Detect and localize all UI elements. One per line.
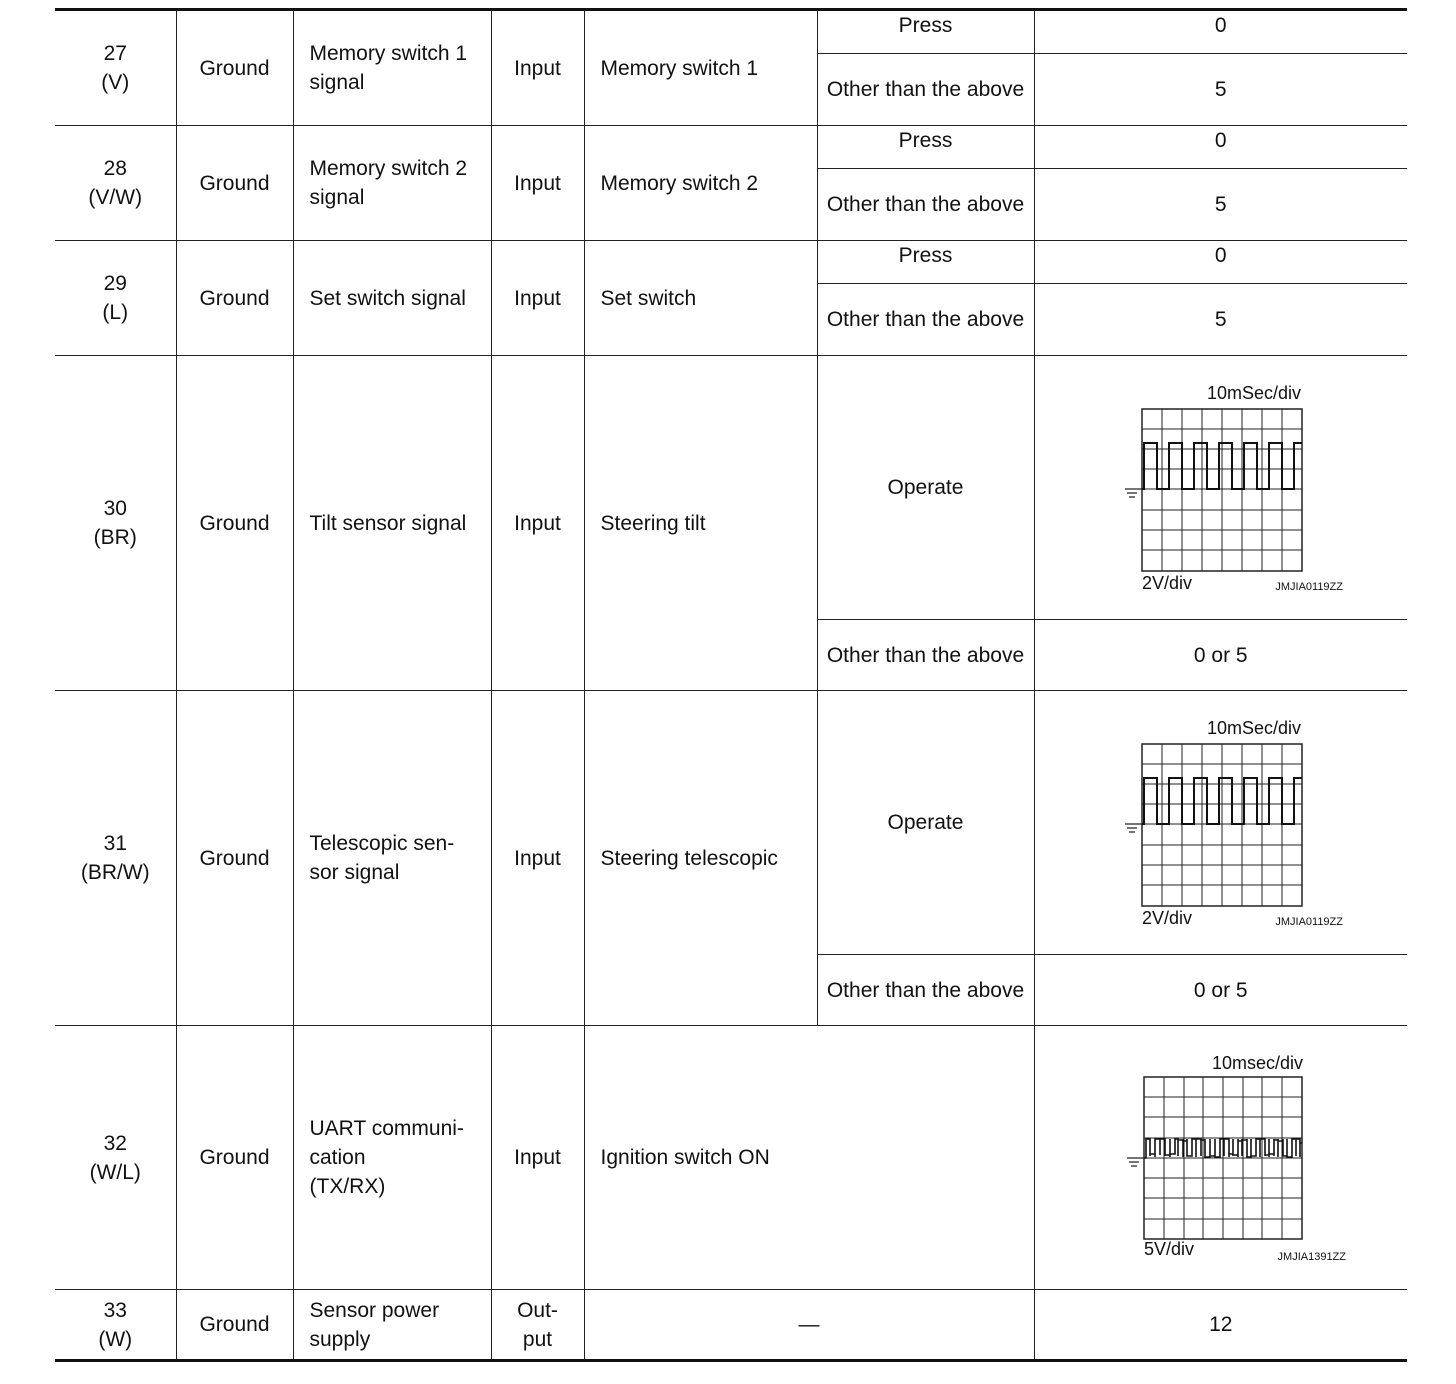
ground-cell: Ground [176,1026,293,1290]
terminal-spec-table [55,8,1407,1362]
wire-color: (L) [102,301,129,324]
state-cell: Press [817,241,1034,284]
terminal-number: 32 [103,1131,127,1155]
description-cell: UART communi- cation (TX/RX) [293,1026,491,1290]
state-cell: Other than the above [817,169,1034,241]
description-cell: Memory switch 1 signal [293,10,491,126]
ground-cell: Ground [176,356,293,691]
io-cell: Input [491,356,584,691]
description-cell: Set switch signal [293,241,491,356]
time-division-label: 10mSec/div [1206,717,1301,738]
description-cell: Memory switch 2 signal [293,126,491,241]
terminal-cell [55,1026,176,1290]
waveform-cell [1034,691,1407,955]
ground-cell: Ground [176,126,293,241]
state-cell: Other than the above [817,284,1034,356]
table-row [55,1290,1407,1361]
terminal-cell [55,241,176,356]
value-cell: 0 or 5 [1034,620,1407,691]
value-cell: 0 [1034,241,1407,284]
wire-color: (V/W) [88,186,143,209]
value-cell: 0 [1034,10,1407,54]
terminal-number: 31 [103,832,127,855]
condition-cell: Memory switch 2 [584,126,817,241]
wire-color: (BR) [93,526,137,549]
figure-reference: JMJIA0119ZZ [1275,915,1343,928]
value-cell: 5 [1034,284,1407,356]
terminal-number: 30 [103,497,127,520]
wire-color: (V) [101,71,130,94]
ground-symbol-icon [1125,824,1142,832]
description-cell: Telescopic sen- sor signal [293,691,491,1026]
table-row [55,356,1407,620]
terminal-cell [55,1290,176,1361]
io-cell: Input [491,126,584,241]
oscilloscope-waveform [1071,716,1371,930]
state-cell: Other than the above [817,620,1034,691]
waveform-cell [1034,356,1407,620]
terminal-cell [55,10,176,126]
terminal-number: 28 [103,157,127,180]
state-cell: Operate [817,691,1034,955]
condition-cell: Steering telescopic [584,691,817,1026]
terminal-number: 27 [103,42,127,65]
description-cell: Tilt sensor signal [293,356,491,691]
ground-symbol-icon [1125,489,1142,497]
volt-division-label: 5V/div [1143,1238,1194,1259]
description-cell: Sensor power supply [293,1290,491,1361]
io-cell: Input [491,691,584,1026]
value-cell: 5 [1034,169,1407,241]
figure-reference: JMJIA0119ZZ [1275,580,1343,593]
io-cell: Input [491,1026,584,1290]
ground-cell: Ground [176,1290,293,1361]
table-row [55,691,1407,955]
volt-division-label: 2V/div [1141,907,1192,928]
wire-color: (BR/W) [80,861,150,884]
state-cell: Other than the above [817,955,1034,1026]
state-cell: Other than the above [817,54,1034,126]
ground-cell: Ground [176,10,293,126]
state-cell: Press [817,126,1034,169]
value-cell: 0 or 5 [1034,955,1407,1026]
terminal-cell [55,356,176,691]
scope-grid [1144,1077,1302,1239]
io-cell: Input [491,10,584,126]
condition-cell: Memory switch 1 [584,10,817,126]
table-row [55,1026,1407,1290]
wire-color: (W/L) [89,1160,141,1184]
table-row [55,10,1407,54]
wire-color: (W) [98,1327,133,1351]
io-cell: Out- put [491,1290,584,1361]
value-cell: 0 [1034,126,1407,169]
state-cell: Press [817,10,1034,54]
value-cell: 12 [1034,1290,1407,1361]
condition-cell: Steering tilt [584,356,817,691]
state-cell: Operate [817,356,1034,620]
io-cell: Input [491,241,584,356]
condition-cell: — [584,1290,1034,1361]
ground-symbol-icon [1127,1158,1144,1166]
terminal-number: 29 [103,272,127,295]
oscilloscope-waveform [1071,381,1371,595]
oscilloscope-waveform [1071,1051,1371,1265]
waveform-cell [1034,1026,1407,1290]
value-cell: 5 [1034,54,1407,126]
table-row [55,241,1407,284]
volt-division-label: 2V/div [1141,572,1192,593]
time-division-label: 10msec/div [1211,1052,1303,1073]
condition-cell: Ignition switch ON [584,1026,1034,1290]
terminal-cell [55,691,176,1026]
ground-cell: Ground [176,241,293,356]
terminal-number: 33 [103,1298,127,1322]
table-row [55,126,1407,169]
terminal-cell [55,126,176,241]
condition-cell: Set switch [584,241,817,356]
figure-reference: JMJIA1391ZZ [1277,1250,1346,1263]
time-division-label: 10mSec/div [1206,382,1301,403]
ground-cell: Ground [176,691,293,1026]
